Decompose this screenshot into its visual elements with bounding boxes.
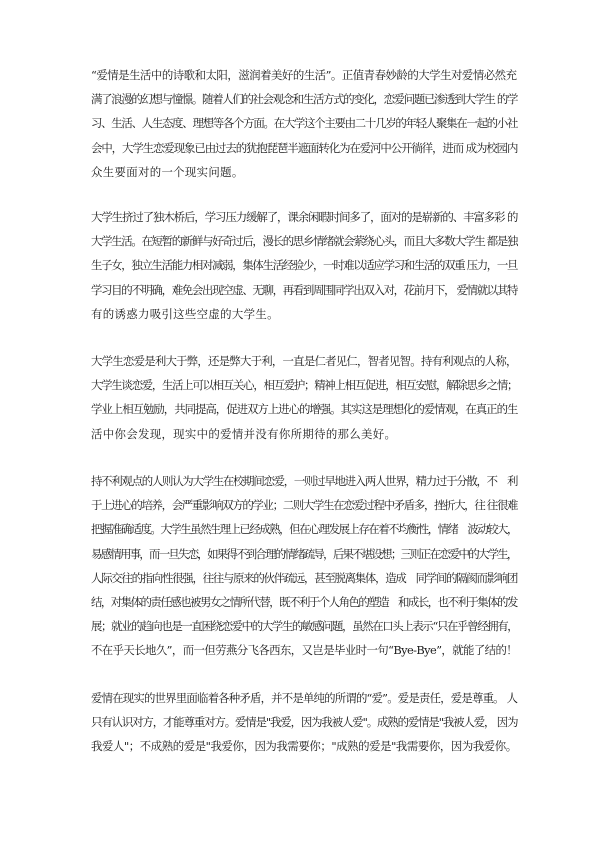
text-line: “爱情是生活中的诗歌和太阳，滋润着美好的生活”。正值青春妙龄的大学生对爱情必然充 — [91, 68, 517, 82]
text-line: 活中你会发现，现实中的爱情并没有你所期待的那么美好。 — [91, 426, 397, 441]
text-line: 不在乎天长地久”，而一但劳燕分飞各西东，又岂是毕业时一句“Bye-Bye”，就能了结的！ — [91, 643, 518, 658]
text-line: 大学生挤过了独木桥后，学习压力缓解了，课余闲暇时间多了，面对的是崭新的、丰富多彩 的 — [91, 210, 518, 224]
text-line: 生子女，独立生活能力相对减弱，集体生活经验少，一时难以适应学习和生活的双重 压力，一旦 — [91, 258, 518, 273]
text-line: 易感情用事，而一旦失恋，如果得不到合理的情绪疏导，后果不堪设想；三则正在恋爱中的大学生， — [91, 546, 517, 561]
text-line: 学习目的不明确，难免会出现空虚、无聊，再看到周围同学出双入对，花前月下， 爱情就以其特 — [91, 282, 518, 297]
text-line: 学业上相互勉励，共同提高，促进双方上进心的增强。其实这是理想化的爱情观，在真正的生 — [91, 402, 518, 417]
text-line: 大学生谈恋爱，生活上可以相互关心，相互爱护；精神上相互促进，相互安慰，解除思乡之情； — [91, 378, 518, 393]
text-line: 结，对集体的责任感也被男女之情所代替，既不利于个人角色的塑造 和成长，也不利于集体的发 — [91, 594, 517, 609]
text-line: 把握准确适度。大学生虽然生理上已经成熟，但在心理发展上存在着不均衡性，情绪 波动较大， — [91, 522, 517, 537]
text-line: 习、生活、人生态度、理想等各个方面。在大学这个主要由二十几岁的年轻人聚集在一起的小社 — [91, 116, 518, 131]
paragraph-cons — [91, 469, 518, 663]
text-line: 于上进心的培养，会严重影响双方的学业；二则大学生在恋爱过程中矛盾多，挫折大，往 往很难 — [91, 498, 518, 513]
text-line: 只有认识对方，才能尊重对方。爱情是"我爱，因为我被人爱"。成熟的爱情是"我被人爱， 因为 — [91, 715, 518, 730]
text-line: 满了浪漫的幻想与憧憬。随着人们的社会观念和生活方式的变化，恋爱问题已渗透到大学生 的学 — [91, 92, 518, 107]
text-line: 持不利观点的人则认为大学生在校期间恋爱，一则过早地进入两人世界，精力过于分散，不 利 — [91, 474, 518, 488]
text-line: 展；就业的趋向也是一直困绕恋爱中的大学生的敏感问题，虽然在口头上表示“只在乎曾经拥有， — [91, 619, 518, 634]
paragraph-conclusion — [91, 686, 518, 759]
paragraph-causes — [91, 205, 518, 326]
text-line: 我爱人"；不成熟的爱是"我爱你，因为我需要你；"成熟的爱是"我需要你，因为我爱你。 — [91, 739, 517, 754]
paragraph-pros — [91, 349, 518, 446]
text-line: 大学生恋爱是利大于弊，还是弊大于利，一直是仁者见仁，智者见智。持有利观点的人称， — [91, 354, 517, 368]
text-line: 大学生活。在短暂的新鲜与好奇过后，漫长的思乡情绪就会萦绕心头，而且大多数大学生 都是独 — [91, 234, 518, 249]
text-line: 人际交往的指向性很强，往往与原来的伙伴疏远，甚至脱离集体，造成 同学间的隔阂而影响团 — [91, 570, 518, 585]
text-line: 会中，大学生恋爱现象已由过去的犹抱琵琶半遮面转化为在爱河中公开徜徉，进而 成为校园内 — [91, 140, 518, 155]
text-line: 众生要面对的一个现实问题。 — [91, 164, 244, 179]
text-line: 有的诱惑力吸引这些空虚的大学生。 — [91, 306, 279, 321]
text-line: 爱情在现实的世界里面临着各种矛盾，并不是单纯的所谓的“爱”。爱是责任，爱是尊重。 人 — [91, 691, 518, 705]
paragraph-intro — [91, 63, 518, 184]
